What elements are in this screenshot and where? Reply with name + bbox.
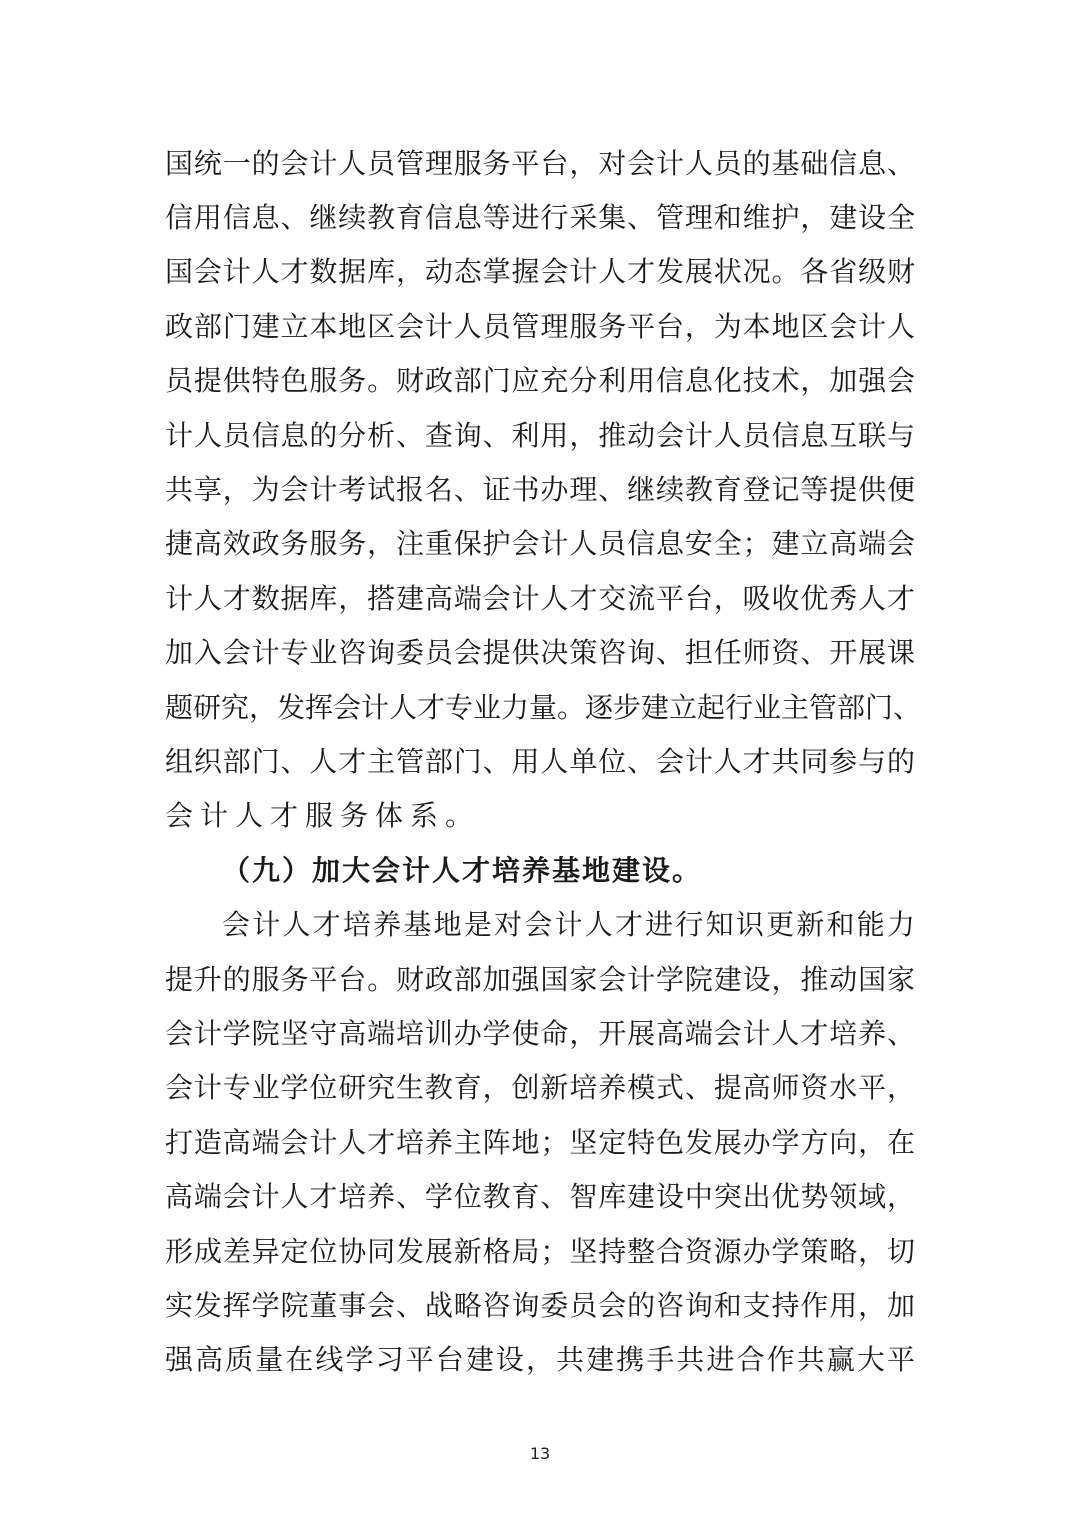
paragraph-line: 组织部门、人才主管部门、用人单位、会计人才共同参与的 bbox=[165, 745, 915, 778]
paragraph-line: 会计专业学位研究生教育，创新培养模式、提高师资水平， bbox=[165, 1071, 915, 1104]
paragraph-line: 国会计人才数据库，动态掌握会计人才发展状况。各省级财 bbox=[165, 255, 915, 288]
paragraph-line: 国统一的会计人员管理服务平台，对会计人员的基础信息、 bbox=[165, 147, 915, 180]
paragraph-line: 题研究，发挥会计人才专业力量。逐步建立起行业主管部门、 bbox=[165, 691, 922, 724]
paragraph-line: 计人才数据库，搭建高端会计人才交流平台，吸收优秀人才 bbox=[165, 582, 915, 615]
page-number: 13 bbox=[529, 1444, 551, 1463]
paragraph-line: 形成差异定位协同发展新格局；坚持整合资源办学策略，切 bbox=[165, 1235, 915, 1268]
paragraph-line: 信用信息、继续教育信息等进行采集、管理和维护，建设全 bbox=[165, 201, 915, 234]
paragraph-line: 强高质量在线学习平台建设，共建携手共进合作共赢大平 bbox=[165, 1343, 915, 1376]
paragraph-line: 捷高效政务服务，注重保护会计人员信息安全；建立高端会 bbox=[165, 527, 915, 560]
section-heading: （九）加大会计人才培养基地建设。 bbox=[222, 854, 703, 887]
paragraph-line: 加入会计专业咨询委员会提供决策咨询、担任师资、开展课 bbox=[165, 636, 915, 669]
paragraph-line: 政部门建立本地区会计人员管理服务平台，为本地区会计人 bbox=[165, 310, 915, 343]
paragraph-line: 共享，为会计考试报名、证书办理、继续教育登记等提供便 bbox=[165, 473, 915, 506]
paragraph-line: 员提供特色服务。财政部门应充分利用信息化技术，加强会 bbox=[165, 364, 915, 397]
paragraph-line: 会计人才服务体系。 bbox=[165, 799, 481, 832]
paragraph-line: 计人员信息的分析、查询、利用，推动会计人员信息互联与 bbox=[165, 419, 915, 452]
paragraph-line: 会计学院坚守高端培训办学使命，开展高端会计人才培养、 bbox=[165, 1017, 915, 1050]
paragraph-line: 会计人才培养基地是对会计人才进行知识更新和能力 bbox=[222, 908, 915, 941]
paragraph-line: 高端会计人才培养、学位教育、智库建设中突出优势领域， bbox=[165, 1180, 915, 1213]
paragraph-line: 提升的服务平台。财政部加强国家会计学院建设，推动国家 bbox=[165, 963, 915, 996]
paragraph-line: 实发挥学院董事会、战略咨询委员会的咨询和支持作用，加 bbox=[165, 1289, 915, 1322]
paragraph-line: 打造高端会计人才培养主阵地；坚定特色发展办学方向，在 bbox=[165, 1126, 915, 1159]
